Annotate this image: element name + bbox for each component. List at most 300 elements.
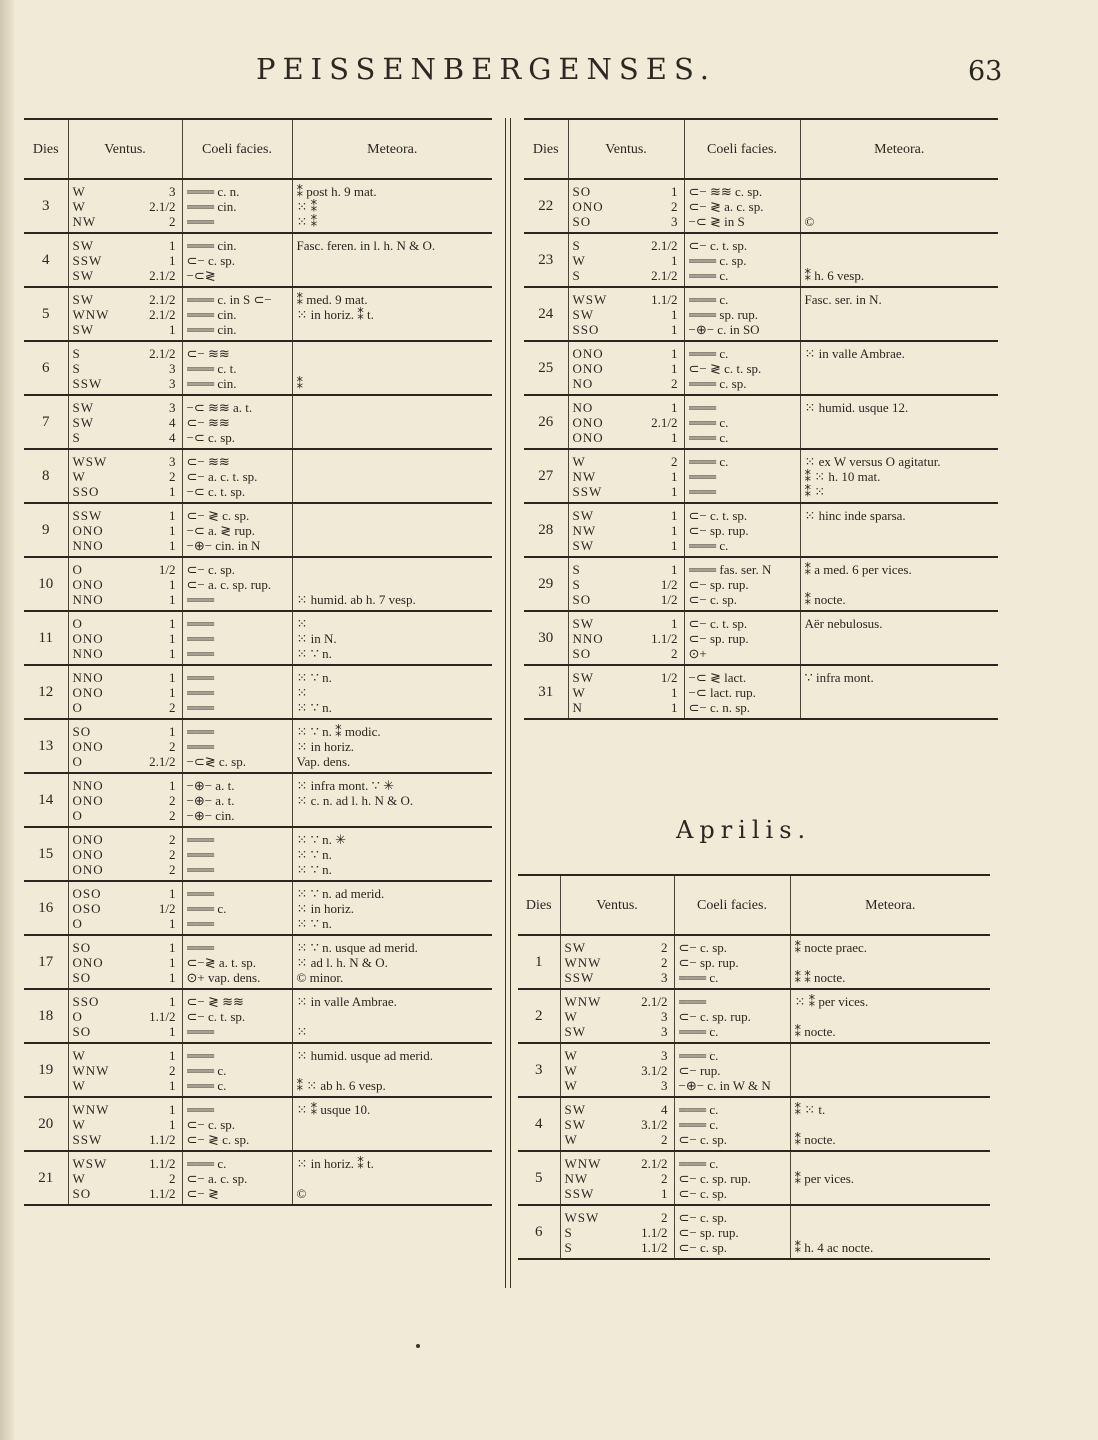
sky-entry: ═══ c. xyxy=(678,970,719,985)
wind-entry xyxy=(565,1117,672,1132)
meteora-entry xyxy=(297,400,491,415)
weather-table-body xyxy=(518,935,990,1259)
day-row xyxy=(24,395,492,449)
day-row xyxy=(524,233,998,287)
wind-direction: WNW xyxy=(72,1102,110,1117)
sky-entry: ⊙+ xyxy=(688,646,707,661)
day-number: 3 xyxy=(518,1043,560,1097)
wind-entry xyxy=(565,1048,672,1063)
wind-entry xyxy=(73,862,180,877)
wind-force: 2 xyxy=(661,940,668,955)
table-header-row xyxy=(524,119,998,179)
wind-direction: SSO xyxy=(72,484,100,499)
col-header-coeli: Coeli facies. xyxy=(674,875,790,935)
wind-force: 2 xyxy=(671,646,678,661)
wind-direction: WSW xyxy=(72,454,108,469)
wind-entry xyxy=(573,199,682,214)
wind-entry xyxy=(73,253,180,268)
wind-direction: SW xyxy=(72,238,94,253)
wind-force: 1 xyxy=(169,616,176,631)
col-header-dies: Dies xyxy=(24,119,68,179)
sky-entry: ═══ c. n. xyxy=(186,184,240,199)
wind-force: 3 xyxy=(661,1048,668,1063)
day-number: 29 xyxy=(524,557,568,611)
wind-force: 2 xyxy=(169,469,176,484)
wind-entry xyxy=(73,886,180,901)
wind-force: 4 xyxy=(661,1102,668,1117)
wind-force: 4 xyxy=(169,415,176,430)
wind-cell xyxy=(568,233,684,287)
meteora-entry xyxy=(805,376,997,391)
wind-entry xyxy=(573,253,682,268)
wind-cell xyxy=(68,881,182,935)
wind-direction: SO xyxy=(72,1024,92,1039)
wind-force: 1 xyxy=(169,1078,176,1093)
wind-entry xyxy=(565,1063,672,1078)
meteora-entry xyxy=(805,361,997,376)
meteora-entry: ⁙ ⁑ per vices. xyxy=(794,994,869,1009)
wind-force: 3 xyxy=(661,1078,668,1093)
day-row xyxy=(524,179,998,233)
sky-cell xyxy=(182,773,292,827)
wind-entry xyxy=(573,214,682,229)
sky-entry: ═══ c. xyxy=(678,1048,719,1063)
meteora-entry: ⁙ humid. usque 12. xyxy=(804,400,909,415)
sky-entry: ⊂− ≷ a. c. sp. xyxy=(688,199,764,214)
sky-entry: −⊂ c. sp. xyxy=(186,430,236,445)
day-number: 12 xyxy=(24,665,68,719)
table-header-row xyxy=(518,875,990,935)
wind-entry xyxy=(73,916,180,931)
meteora-entry xyxy=(297,253,491,268)
sky-cell xyxy=(182,395,292,449)
sky-entry: ═══ xyxy=(186,940,215,955)
meteora-entry xyxy=(795,1048,989,1063)
sky-entry: ═══ c. in S ⊂− xyxy=(186,292,272,307)
wind-force: 1 xyxy=(671,562,678,577)
wind-entry xyxy=(73,1117,180,1132)
wind-entry xyxy=(73,214,180,229)
wind-entry xyxy=(573,700,682,715)
meteora-entry: Fasc. feren. in l. h. N & O. xyxy=(296,238,436,253)
meteora-entry xyxy=(795,1225,989,1240)
meteora-entry xyxy=(297,1132,491,1147)
wind-direction: NNO xyxy=(72,646,104,661)
wind-entry xyxy=(565,994,672,1009)
sky-entry: ═══ xyxy=(186,631,215,646)
sky-entry: ⊂− sp. rup. xyxy=(688,631,749,646)
sky-entry: ═══ xyxy=(186,685,215,700)
wind-direction: SO xyxy=(572,646,592,661)
day-number: 21 xyxy=(24,1151,68,1205)
wind-entry xyxy=(73,346,180,361)
meteora-cell xyxy=(790,1097,990,1151)
wind-force: 1 xyxy=(169,778,176,793)
wind-direction: OSO xyxy=(72,886,102,901)
wind-entry xyxy=(73,901,180,916)
wind-force: 2 xyxy=(169,832,176,847)
table-header-row xyxy=(24,119,492,179)
day-number: 23 xyxy=(524,233,568,287)
day-row xyxy=(518,1097,990,1151)
wind-entry xyxy=(565,1240,672,1255)
wind-cell xyxy=(68,341,182,395)
wind-cell xyxy=(68,395,182,449)
day-row xyxy=(24,827,492,881)
meteora-entry xyxy=(805,307,997,322)
wind-entry xyxy=(73,739,180,754)
wind-force: 3 xyxy=(169,400,176,415)
wind-cell xyxy=(68,557,182,611)
wind-force: 1 xyxy=(671,346,678,361)
wind-direction: SSW xyxy=(564,1186,595,1201)
wind-force: 1 xyxy=(169,592,176,607)
wind-direction: W xyxy=(564,1009,578,1024)
sky-entry: ═══ c. xyxy=(688,292,729,307)
meteora-entry: ⁑ ⁙ xyxy=(804,484,826,499)
wind-cell xyxy=(68,179,182,233)
wind-cell xyxy=(560,1151,674,1205)
wind-direction: W xyxy=(572,685,586,700)
wind-direction: WNW xyxy=(564,1156,602,1171)
meteora-entry: Aër nebulosus. xyxy=(804,616,883,631)
wind-force: 1 xyxy=(661,1186,668,1201)
day-number: 1 xyxy=(518,935,560,989)
meteora-cell xyxy=(800,557,998,611)
sky-entry: −⊂ ≷ lact. xyxy=(688,670,747,685)
running-title: PEISSENBERGENSES. xyxy=(256,52,717,86)
meteora-entry: ⁙ ∵ n. xyxy=(296,700,332,715)
day-number: 11 xyxy=(24,611,68,665)
wind-force: 2 xyxy=(661,955,668,970)
meteora-entry xyxy=(297,523,491,538)
meteora-entry xyxy=(805,577,997,592)
wind-entry xyxy=(573,454,682,469)
wind-direction: SW xyxy=(572,307,594,322)
wind-cell xyxy=(568,395,684,449)
meteora-entry: ⁙ ∵ n. ⁑ modic. xyxy=(296,724,381,739)
meteora-entry xyxy=(297,454,491,469)
wind-direction: SO xyxy=(72,1186,92,1201)
sky-entry: ⊂− c. n. sp. xyxy=(688,700,751,715)
weather-table-body xyxy=(524,179,998,719)
wind-force: 2 xyxy=(169,700,176,715)
meteora-entry: ⁙ in horiz. xyxy=(296,739,354,754)
meteora-entry: ⁙ ∵ n. xyxy=(296,847,332,862)
meteora-cell xyxy=(292,1043,492,1097)
month-heading: Aprilis. xyxy=(676,816,812,844)
day-number: 17 xyxy=(24,935,68,989)
sky-cell xyxy=(684,503,800,557)
sky-cell xyxy=(182,341,292,395)
sky-entry: −⊕− a. t. xyxy=(186,793,235,808)
col-header-ventus: Ventus. xyxy=(68,119,182,179)
wind-direction: SW xyxy=(572,616,594,631)
wind-direction: ONO xyxy=(72,862,104,877)
meteora-cell xyxy=(800,233,998,287)
meteora-entry: ⁙ xyxy=(296,685,308,700)
meteora-entry xyxy=(297,562,491,577)
wind-force: 2.1/2 xyxy=(641,994,668,1009)
wind-cell xyxy=(568,611,684,665)
wind-entry xyxy=(565,1024,672,1039)
wind-force: 1 xyxy=(169,646,176,661)
wind-force: 3 xyxy=(169,361,176,376)
wind-cell xyxy=(560,935,674,989)
sky-entry: ═══ xyxy=(186,1102,215,1117)
wind-entry xyxy=(73,199,180,214)
wind-entry xyxy=(73,808,180,823)
sky-entry: ═══ c. xyxy=(186,1156,227,1171)
wind-force: 1 xyxy=(169,631,176,646)
wind-force: 2 xyxy=(169,1171,176,1186)
wind-cell xyxy=(560,1043,674,1097)
wind-direction: SSO xyxy=(572,322,600,337)
meteora-entry: © minor. xyxy=(296,970,344,985)
wind-entry xyxy=(73,538,180,553)
wind-direction: S xyxy=(572,238,581,253)
wind-direction: S xyxy=(72,430,81,445)
sky-entry: ═══ xyxy=(186,214,215,229)
sky-entry: ⊂− sp. rup. xyxy=(678,955,739,970)
wind-force: 1 xyxy=(169,484,176,499)
sky-cell xyxy=(182,1097,292,1151)
wind-direction: SSW xyxy=(72,376,103,391)
wind-entry xyxy=(73,1024,180,1039)
wind-force: 1.1/2 xyxy=(149,1132,176,1147)
meteora-entry xyxy=(805,238,997,253)
wind-entry xyxy=(565,1132,672,1147)
sky-entry: ⊂− c. sp. xyxy=(688,592,738,607)
wind-direction: SO xyxy=(572,592,592,607)
sky-entry: ⊂− ≷ c. sp. xyxy=(186,508,250,523)
wind-direction: WNW xyxy=(564,955,602,970)
sky-entry: −⊂≷ xyxy=(186,268,216,283)
meteora-cell xyxy=(292,611,492,665)
sky-cell xyxy=(674,1097,790,1151)
wind-force: 1 xyxy=(169,994,176,1009)
sky-cell xyxy=(674,1043,790,1097)
day-row xyxy=(24,179,492,233)
sky-entry: ═══ xyxy=(186,739,215,754)
wind-force: 1 xyxy=(671,430,678,445)
sky-entry: ═══ c. t. xyxy=(186,361,237,376)
wind-direction: ONO xyxy=(572,346,604,361)
wind-force: 1 xyxy=(169,523,176,538)
day-row xyxy=(24,341,492,395)
wind-direction: ONO xyxy=(72,739,104,754)
sky-entry: ═══ xyxy=(186,862,215,877)
wind-force: 1 xyxy=(671,616,678,631)
day-row xyxy=(524,557,998,611)
column-divider xyxy=(505,118,511,1288)
meteora-entry xyxy=(297,322,491,337)
day-number: 14 xyxy=(24,773,68,827)
wind-force: 2 xyxy=(169,862,176,877)
sky-entry: ═══ xyxy=(186,646,215,661)
wind-direction: W xyxy=(72,469,86,484)
meteora-entry: ⁙ ∵ n. xyxy=(296,670,332,685)
wind-direction: NNO xyxy=(72,778,104,793)
sky-cell xyxy=(182,503,292,557)
wind-entry xyxy=(573,631,682,646)
sky-entry: ═══ c. xyxy=(678,1024,719,1039)
sky-cell xyxy=(684,341,800,395)
day-row xyxy=(524,665,998,719)
day-number: 5 xyxy=(518,1151,560,1205)
col-header-coeli: Coeli facies. xyxy=(182,119,292,179)
sky-entry: ═══ c. xyxy=(678,1117,719,1132)
sky-entry: ⊂− c. sp. xyxy=(678,1210,728,1225)
sky-entry: −⊕− c. in SO xyxy=(688,322,760,337)
meteora-entry xyxy=(297,808,491,823)
wind-cell xyxy=(68,233,182,287)
day-row xyxy=(24,989,492,1043)
wind-direction: NNO xyxy=(72,592,104,607)
wind-direction: WNW xyxy=(72,1063,110,1078)
sky-entry: −⊕− cin. in N xyxy=(186,538,261,553)
sky-entry: ═══ fas. ser. N xyxy=(688,562,772,577)
meteora-entry xyxy=(795,1078,989,1093)
wind-entry xyxy=(573,292,682,307)
wind-entry xyxy=(565,1210,672,1225)
meteora-entry: ⁑ a med. 6 per vices. xyxy=(804,562,912,577)
wind-force: 1 xyxy=(169,685,176,700)
wind-entry xyxy=(73,847,180,862)
wind-force: 1 xyxy=(169,238,176,253)
meteora-entry: ⁙ in horiz. ⁑ t. xyxy=(296,1156,374,1171)
sky-entry: ⊂− c. sp. rup. xyxy=(678,1009,751,1024)
meteora-entry: ⁙ c. n. ad l. h. N & O. xyxy=(296,793,414,808)
meteora-cell xyxy=(292,395,492,449)
wind-direction: ONO xyxy=(72,685,104,700)
meteora-cell xyxy=(292,449,492,503)
wind-entry xyxy=(573,616,682,631)
meteora-entry: ⁙ infra mont. ∵ ✳ xyxy=(296,778,395,793)
wind-entry xyxy=(73,508,180,523)
wind-direction: W xyxy=(572,454,586,469)
wind-force: 3 xyxy=(661,1024,668,1039)
sky-cell xyxy=(182,989,292,1043)
meteora-entry: ⁙ humid. ab h. 7 vesp. xyxy=(296,592,416,607)
sky-entry: ⊂− a. c. t. sp. xyxy=(186,469,258,484)
wind-direction: ONO xyxy=(572,199,604,214)
sky-entry: ═══ cin. xyxy=(186,307,237,322)
meteora-entry xyxy=(805,700,997,715)
sky-entry: ═══ cin. xyxy=(186,199,237,214)
meteora-entry xyxy=(805,322,997,337)
day-row xyxy=(24,935,492,989)
sky-cell xyxy=(684,287,800,341)
day-row xyxy=(524,449,998,503)
wind-force: 2.1/2 xyxy=(149,307,176,322)
wind-cell xyxy=(68,1151,182,1205)
wind-cell xyxy=(568,449,684,503)
wind-direction: SO xyxy=(72,970,92,985)
sky-entry: −⊕− a. t. xyxy=(186,778,235,793)
meteora-entry xyxy=(795,1210,989,1225)
wind-force: 2.1/2 xyxy=(149,268,176,283)
wind-direction: WNW xyxy=(72,307,110,322)
day-number: 25 xyxy=(524,341,568,395)
wind-force: 1 xyxy=(169,955,176,970)
wind-direction: O xyxy=(72,700,83,715)
running-head xyxy=(0,52,1098,92)
wind-entry xyxy=(573,322,682,337)
wind-entry xyxy=(73,238,180,253)
meteora-cell xyxy=(790,1151,990,1205)
sky-entry: ⊂− c. sp. xyxy=(678,940,728,955)
wind-force: 2 xyxy=(169,847,176,862)
day-number: 15 xyxy=(24,827,68,881)
meteora-entry: ∵ infra mont. xyxy=(804,670,874,685)
wind-entry xyxy=(573,238,682,253)
wind-entry xyxy=(573,646,682,661)
sky-entry: ═══ c. xyxy=(688,430,729,445)
wind-direction: S xyxy=(72,346,81,361)
meteora-entry: ⁙ in horiz. ⁑ t. xyxy=(296,307,374,322)
wind-force: 1 xyxy=(671,538,678,553)
wind-cell xyxy=(68,989,182,1043)
meteora-entry: ⁑ per vices. xyxy=(794,1171,855,1186)
sky-entry: ⊂− c. t. sp. xyxy=(688,616,748,631)
sky-entry: ⊂− c. sp. xyxy=(678,1132,728,1147)
wind-force: 3 xyxy=(661,970,668,985)
sky-entry: ⊂− sp. rup. xyxy=(678,1225,739,1240)
sky-entry: ⊂− ≋≋ xyxy=(186,415,230,430)
wind-entry xyxy=(73,955,180,970)
meteora-entry xyxy=(805,646,997,661)
sky-entry: ⊂− c. t. sp. xyxy=(688,238,748,253)
wind-entry xyxy=(73,562,180,577)
wind-force: 1/2 xyxy=(660,577,678,592)
sky-entry: ═══ xyxy=(186,832,215,847)
sky-cell xyxy=(684,449,800,503)
wind-force: 1 xyxy=(169,670,176,685)
meteora-cell xyxy=(790,1043,990,1097)
wind-entry xyxy=(565,1078,672,1093)
wind-entry xyxy=(73,184,180,199)
wind-force: 2 xyxy=(169,793,176,808)
sky-entry: ═══ c. xyxy=(186,901,227,916)
wind-entry xyxy=(73,484,180,499)
wind-direction: ONO xyxy=(572,361,604,376)
wind-force: 1 xyxy=(671,484,678,499)
meteora-cell xyxy=(292,935,492,989)
wind-direction: SSW xyxy=(72,253,103,268)
wind-direction: S xyxy=(572,562,581,577)
wind-direction: SW xyxy=(564,1024,586,1039)
sky-entry: ═══ xyxy=(688,400,717,415)
meteora-entry: ⁑ nocte. xyxy=(794,1024,836,1039)
meteora-entry xyxy=(795,1156,989,1171)
wind-entry xyxy=(573,415,682,430)
sky-entry: ⊂− ≷ xyxy=(186,1186,219,1201)
meteora-entry xyxy=(297,484,491,499)
wind-entry xyxy=(73,307,180,322)
wind-cell xyxy=(68,665,182,719)
sky-entry: ═══ c. sp. xyxy=(688,253,747,268)
wind-force: 1.1/2 xyxy=(149,1009,176,1024)
wind-direction: SO xyxy=(72,724,92,739)
wind-cell xyxy=(568,341,684,395)
sky-entry: ⊂− c. sp. xyxy=(186,562,236,577)
wind-direction: WNW xyxy=(564,994,602,1009)
col-header-dies: Dies xyxy=(518,875,560,935)
meteora-entry xyxy=(297,361,491,376)
sky-cell xyxy=(182,1151,292,1205)
wind-force: 1/2 xyxy=(660,670,678,685)
